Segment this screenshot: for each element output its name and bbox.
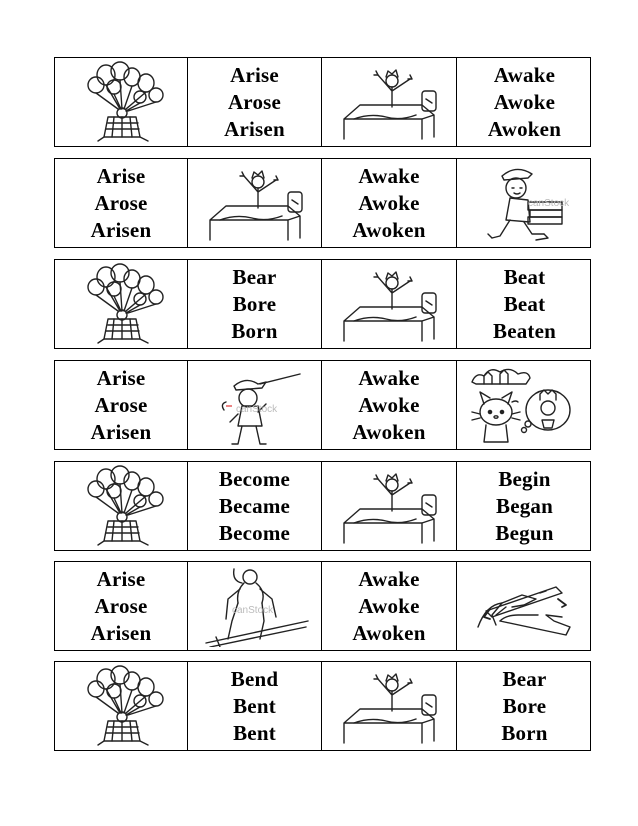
verb-base: Arise [96,365,146,390]
verb-base: Awake [358,566,420,591]
verb-base: Begin [498,466,551,491]
verb-cell [188,58,322,146]
balloons-icon [62,61,180,143]
verb-past: Awoke [358,190,420,215]
verb-past: Awoke [358,392,420,417]
card-row-5 [54,461,591,551]
verb-past: Bore [232,291,277,316]
picture-cell [457,159,592,247]
picture-cell [55,260,188,348]
verb-participle: Become [218,520,291,545]
verb-participle: Bent [233,720,276,745]
verb-participle: Awoken [352,419,426,444]
waking-in-bed-icon [330,665,448,747]
picture-cell [322,260,457,348]
verb-past: Bore [502,693,547,718]
verb-base: Awake [358,365,420,390]
verb-cell [55,159,188,247]
verb-participle: Born [231,318,278,343]
verb-cell [188,662,322,750]
verb-participle: Arisen [90,419,152,444]
verb-cell [457,462,592,550]
verb-past: Arose [227,89,282,114]
verb-cell [55,562,188,650]
verb-cell [322,159,457,247]
waking-in-bed-icon [330,465,448,547]
verb-base: Awake [358,163,420,188]
verb-cell [457,58,592,146]
card-row-7 [54,661,591,751]
card-row-2 [54,158,591,248]
verb-participle: Awoken [352,217,426,242]
card-row-1 [54,57,591,147]
verb-past: Awoke [493,89,556,114]
picture-cell [55,462,188,550]
man-bending-over-icon [196,565,314,647]
hands-bending-stick-icon [466,565,584,647]
svg-text:canStock: canStock [235,404,277,415]
balloons-icon [62,465,180,547]
card-row-6 [54,561,591,651]
verb-cell [188,260,322,348]
verb-base: Arise [230,62,279,87]
verb-past: Awoke [358,593,420,618]
boy-carrying-books-icon [466,162,584,244]
verb-cell [322,361,457,449]
verb-base: Awake [493,62,556,87]
verb-cell [457,260,592,348]
verb-participle: Arisen [90,620,152,645]
balloons-icon [62,665,180,747]
verb-participle: Beaten [492,318,557,343]
verb-base: Bend [230,666,279,691]
verb-cell [457,662,592,750]
verb-base: Become [218,466,291,491]
verb-participle: Begun [495,520,554,545]
verb-cell [55,361,188,449]
verb-past: Became [218,493,291,518]
verb-base: Arise [96,566,146,591]
verb-past: Arose [94,190,148,215]
svg-text:canStock: canStock [527,198,569,209]
verb-past: Began [495,493,553,518]
verb-participle: Arisen [90,217,152,242]
waking-in-bed-icon [330,61,448,143]
verb-cell [188,462,322,550]
picture-cell [457,562,592,650]
picture-cell [188,159,322,247]
verb-base: Arise [96,163,146,188]
picture-cell [55,662,188,750]
waking-in-bed-icon [196,162,314,244]
kitty-dreaming-of-castle-icon [466,364,584,446]
baseball-batter-icon [196,364,314,446]
svg-text:canStock: canStock [231,605,273,616]
card-row-3 [54,259,591,349]
verb-base: Bear [502,666,547,691]
picture-cell [55,58,188,146]
picture-cell [322,662,457,750]
waking-in-bed-icon [330,263,448,345]
picture-cell [322,58,457,146]
picture-cell [457,361,592,449]
verb-base: Beat [503,264,546,289]
picture-cell [188,562,322,650]
picture-cell [322,462,457,550]
verb-base: Bear [232,264,277,289]
verb-past: Arose [94,593,148,618]
balloons-icon [62,263,180,345]
picture-cell [188,361,322,449]
verb-cell [322,562,457,650]
verb-participle: Awoken [487,116,562,141]
verb-past: Beat [503,291,546,316]
verb-participle: Awoken [352,620,426,645]
verb-participle: Born [501,720,548,745]
card-row-4 [54,360,591,450]
verb-past: Arose [94,392,148,417]
verb-participle: Arisen [224,116,285,141]
verb-past: Bent [233,693,276,718]
